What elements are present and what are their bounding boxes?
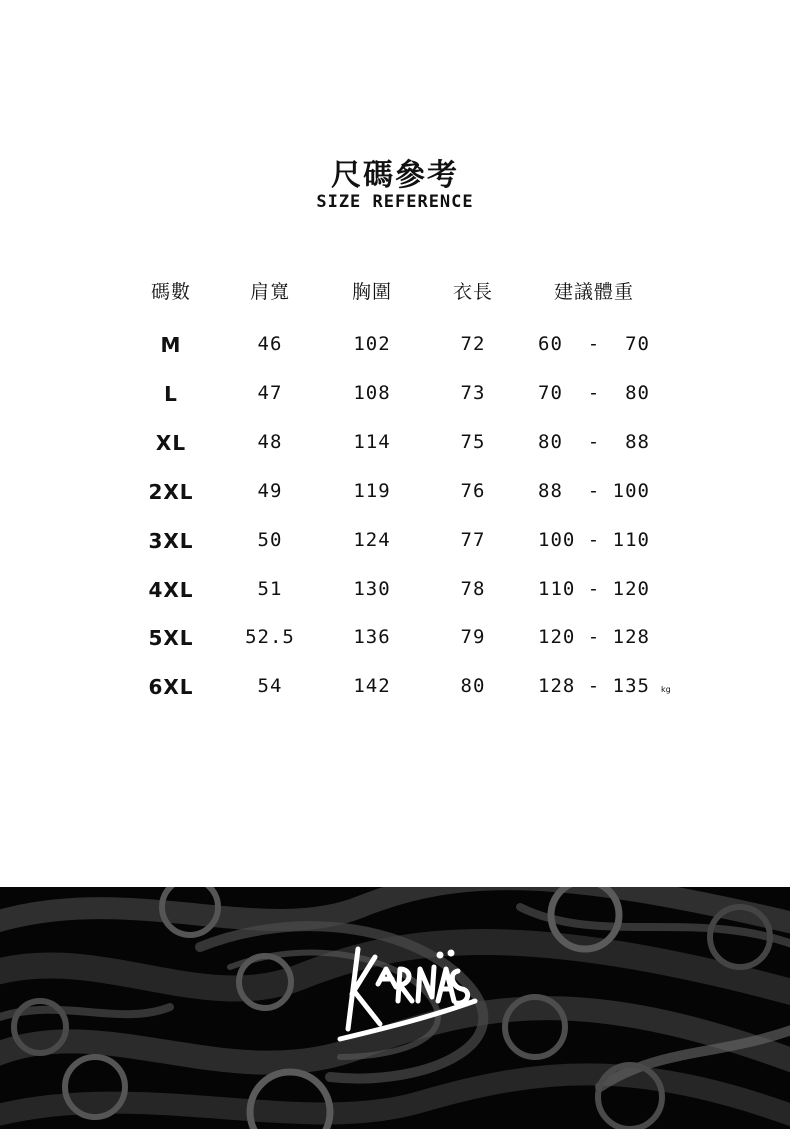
chest-cell: 108 xyxy=(353,382,391,404)
size-cell: M xyxy=(160,333,182,357)
weight-cell: 88 - 100 xyxy=(538,480,650,502)
size-cell: 6XL xyxy=(148,675,194,699)
size-cell: 4XL xyxy=(148,578,194,602)
table-row xyxy=(0,480,790,510)
chest-cell: 124 xyxy=(353,529,391,551)
page-subtitle: SIZE REFERENCE xyxy=(316,192,474,212)
shoulder-cell: 50 xyxy=(257,529,283,551)
length-cell: 76 xyxy=(460,480,486,502)
shoulder-cell: 52.5 xyxy=(245,626,295,648)
shoulder-cell: 54 xyxy=(257,675,283,697)
length-cell: 77 xyxy=(460,529,486,551)
size-cell: 2XL xyxy=(148,480,194,504)
chest-cell: 142 xyxy=(353,675,391,697)
chest-cell: 102 xyxy=(353,333,391,355)
length-cell: 79 xyxy=(460,626,486,648)
shoulder-cell: 49 xyxy=(257,480,283,502)
size-cell: XL xyxy=(155,431,187,455)
header-shoulder: 肩寬 xyxy=(249,281,290,303)
weight-cell xyxy=(524,675,671,697)
weight-cell: 60 - 70 xyxy=(538,333,650,355)
shoulder-cell: 46 xyxy=(257,333,283,355)
length-cell: 72 xyxy=(460,333,486,355)
table-row xyxy=(0,529,790,559)
length-cell: 75 xyxy=(460,431,486,453)
weight-unit: kg xyxy=(661,685,671,694)
size-cell: 5XL xyxy=(148,626,194,650)
header-size: 碼數 xyxy=(150,281,191,303)
header-weight: 建議體重 xyxy=(553,281,634,303)
weight-value: 128 - 135 xyxy=(538,675,650,697)
weight-cell: 80 - 88 xyxy=(538,431,650,453)
header-length: 衣長 xyxy=(452,281,493,303)
length-cell: 80 xyxy=(460,675,486,697)
length-cell: 78 xyxy=(460,578,486,600)
table-row xyxy=(0,626,790,656)
table-row xyxy=(0,333,790,363)
shoulder-cell: 51 xyxy=(257,578,283,600)
length-cell: 73 xyxy=(460,382,486,404)
brand-banner xyxy=(0,887,790,1129)
weight-cell: 110 - 120 xyxy=(538,578,650,600)
weight-cell: 100 - 110 xyxy=(538,529,650,551)
table-row xyxy=(0,382,790,412)
chest-cell: 114 xyxy=(353,431,391,453)
brand-logo xyxy=(330,939,480,1049)
table-header-row xyxy=(0,277,790,307)
header-chest: 胸圍 xyxy=(351,281,392,303)
chest-cell: 130 xyxy=(353,578,391,600)
weight-cell: 120 - 128 xyxy=(538,626,650,648)
size-cell: L xyxy=(164,382,178,406)
shoulder-cell: 48 xyxy=(257,431,283,453)
size-cell: 3XL xyxy=(148,529,194,553)
chest-cell: 119 xyxy=(353,480,391,502)
shoulder-cell: 47 xyxy=(257,382,283,404)
table-row xyxy=(0,578,790,608)
page-title: 尺碼參考 xyxy=(331,158,459,193)
table-row xyxy=(0,431,790,461)
chest-cell: 136 xyxy=(353,626,391,648)
weight-cell: 70 - 80 xyxy=(538,382,650,404)
table-row xyxy=(0,675,790,705)
